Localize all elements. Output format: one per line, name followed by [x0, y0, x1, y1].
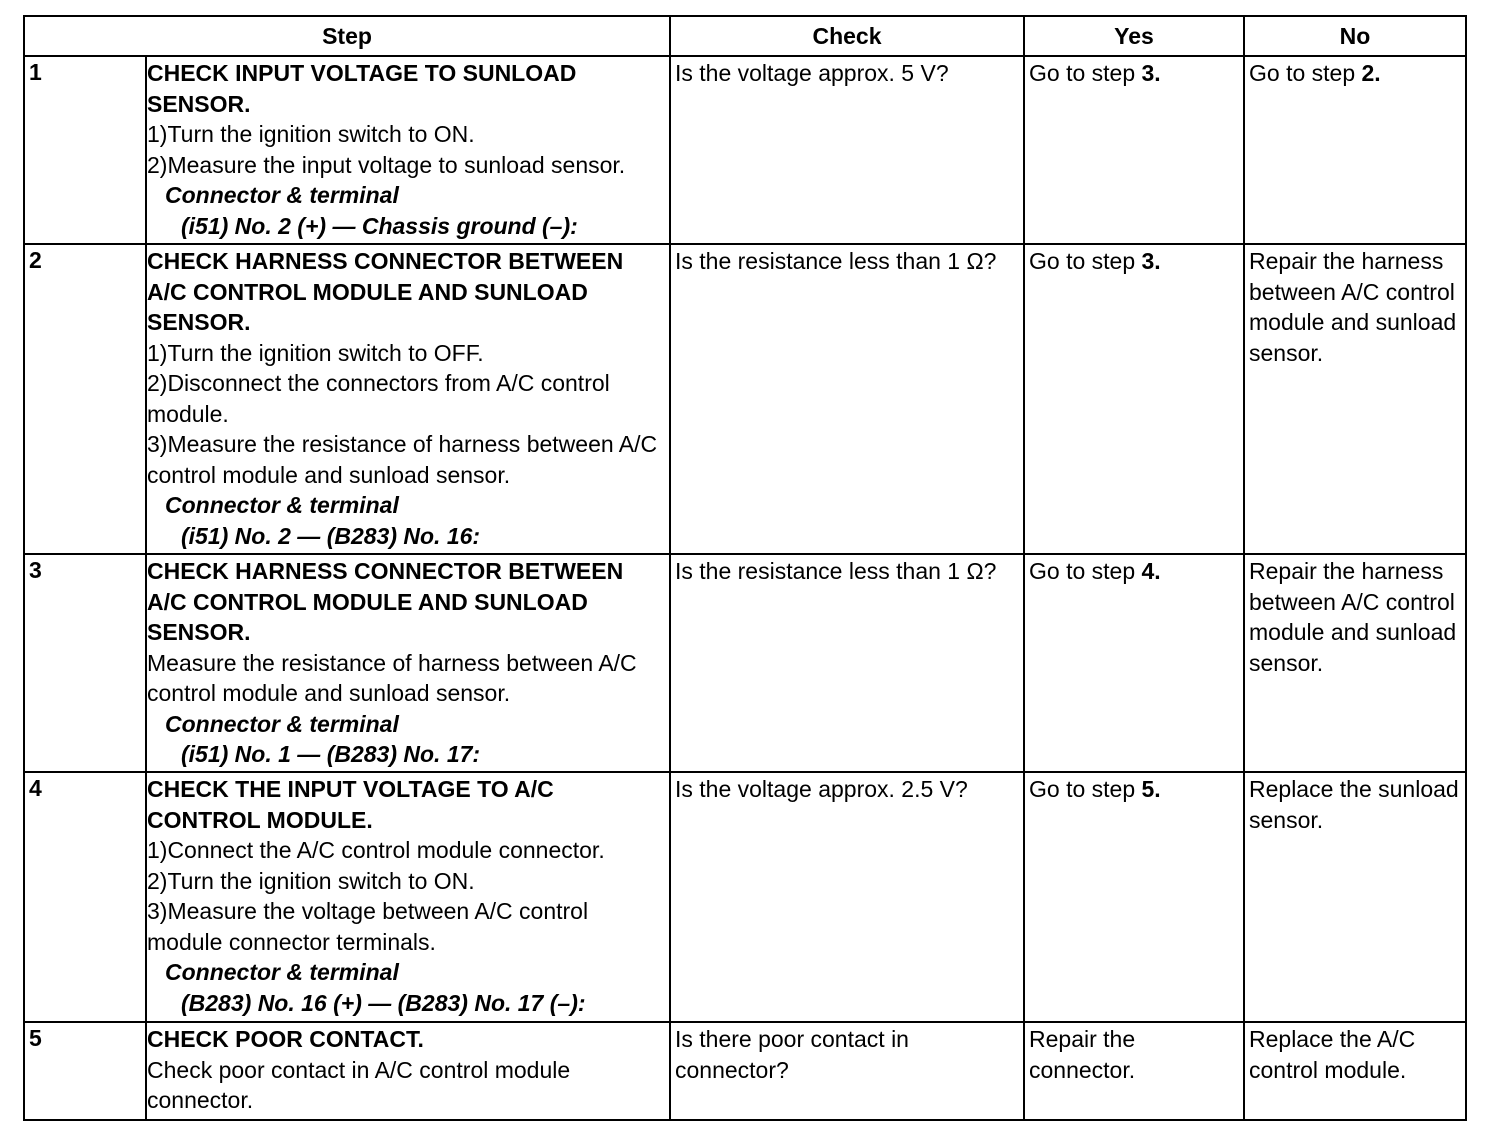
connector-label: Connector & terminal [165, 710, 399, 737]
step-instruction: 2)Disconnect the connectors from A/C control module. [147, 370, 610, 427]
yes-text: Go to step [1029, 558, 1142, 584]
step-content [147, 57, 665, 241]
no-step-ref: 2. [1361, 60, 1381, 86]
step-description [146, 1022, 670, 1120]
yes-action [1024, 1022, 1244, 1120]
step-instruction: 2)Turn the ignition switch to ON. [147, 867, 475, 894]
yes-action [1024, 772, 1244, 1022]
yes-content [1029, 57, 1239, 89]
yes-content [1029, 245, 1239, 277]
step-instruction: 1)Turn the ignition switch to OFF. [147, 339, 484, 366]
diagnostic-table [23, 15, 1467, 1121]
terminal-spec: (B283) No. 16 (+) — (B283) No. 17 (–): [181, 989, 586, 1016]
step-title: CHECK POOR CONTACT. [147, 1026, 424, 1052]
no-text: Go to step [1249, 60, 1362, 86]
yes-content [1029, 1023, 1239, 1085]
check-text: Is there poor contact in connector? [675, 1026, 909, 1083]
step-instruction: 1)Connect the A/C control module connector. [147, 837, 605, 863]
header-step: Step [24, 16, 670, 56]
no-action [1244, 244, 1466, 554]
no-text: Replace the sunload sensor. [1249, 776, 1459, 833]
no-content [1249, 57, 1461, 89]
no-action [1244, 772, 1466, 1022]
step-description [146, 56, 670, 244]
check-question [670, 772, 1024, 1022]
terminal-spec: (i51) No. 1 — (B283) No. 17: [181, 741, 481, 767]
check-text: Is the resistance less than 1 Ω? [675, 558, 997, 584]
step-number: 4 [24, 772, 146, 1022]
table-row [24, 554, 1466, 772]
no-action [1244, 56, 1466, 244]
table-row [24, 772, 1466, 1022]
no-text: Repair the harness between A/C control module and sunload sensor. [1249, 558, 1457, 676]
no-action [1244, 554, 1466, 772]
step-instruction: 3)Measure the voltage between A/C control module connector terminals. [147, 898, 589, 955]
yes-step-ref: 3. [1141, 60, 1161, 86]
step-number: 2 [24, 244, 146, 554]
step-title: CHECK HARNESS CONNECTOR BETWEEN A/C CONTROL MODULE AND SUNLOAD SENSOR. [147, 248, 624, 335]
check-text: Is the voltage approx. 2.5 V? [675, 776, 968, 802]
yes-content [1029, 555, 1239, 587]
yes-content [1029, 773, 1239, 805]
step-number: 5 [24, 1022, 146, 1120]
no-content [1249, 1023, 1461, 1085]
yes-action [1024, 554, 1244, 772]
header-row [24, 16, 1466, 56]
header-check: Check [670, 16, 1024, 56]
no-text: Repair the harness between A/C control module and sunload sensor. [1249, 248, 1457, 366]
yes-action [1024, 56, 1244, 244]
table-row [24, 1022, 1466, 1120]
step-number: 3 [24, 554, 146, 772]
step-title: CHECK THE INPUT VOLTAGE TO A/C CONTROL MODULE. [147, 776, 554, 833]
step-instruction: 3)Measure the resistance of harness between A/C control module and sunload sensor. [147, 431, 658, 488]
step-title: CHECK HARNESS CONNECTOR BETWEEN A/C CONTROL MODULE AND SUNLOAD SENSOR. [147, 558, 624, 645]
step-description [146, 772, 670, 1022]
check-question [670, 554, 1024, 772]
step-content [147, 555, 665, 770]
yes-text: Go to step [1029, 60, 1142, 86]
connector-label: Connector & terminal [165, 492, 399, 518]
no-text: Replace the A/C control module. [1249, 1026, 1416, 1083]
terminal-spec: (i51) No. 2 (+) — Chassis ground (–): [181, 212, 578, 239]
no-content [1249, 773, 1461, 835]
no-content [1249, 245, 1461, 368]
terminal-spec: (i51) No. 2 — (B283) No. 16: [181, 522, 481, 549]
yes-action [1024, 244, 1244, 554]
step-content [147, 773, 665, 1018]
check-question [670, 244, 1024, 554]
step-instruction: 1)Turn the ignition switch to ON. [147, 121, 475, 147]
check-question [670, 1022, 1024, 1120]
table-row [24, 56, 1466, 244]
step-content [147, 1023, 665, 1116]
yes-step-ref: 4. [1141, 558, 1161, 584]
no-action [1244, 1022, 1466, 1120]
header-yes: Yes [1024, 16, 1244, 56]
connector-label: Connector & terminal [165, 959, 399, 985]
no-content [1249, 555, 1461, 678]
step-number: 1 [24, 56, 146, 244]
step-title: CHECK INPUT VOLTAGE TO SUNLOAD SENSOR. [147, 60, 577, 117]
step-description [146, 244, 670, 554]
step-content [147, 245, 665, 551]
yes-step-ref: 3. [1141, 248, 1161, 274]
yes-text: Repair the connector. [1029, 1026, 1136, 1083]
check-text: Is the voltage approx. 5 V? [675, 60, 949, 86]
yes-step-ref: 5. [1141, 776, 1161, 802]
check-text: Is the resistance less than 1 Ω? [675, 248, 997, 274]
step-instruction: Measure the resistance of harness between A/C control module and sunload sensor. [147, 649, 637, 706]
check-question [670, 56, 1024, 244]
header-no: No [1244, 16, 1466, 56]
yes-text: Go to step [1029, 776, 1142, 802]
yes-text: Go to step [1029, 248, 1142, 274]
step-instruction: Check poor contact in A/C control module connector. [147, 1056, 571, 1113]
step-instruction: 2)Measure the input voltage to sunload sensor. [147, 151, 626, 178]
step-description [146, 554, 670, 772]
table-row [24, 244, 1466, 554]
connector-label: Connector & terminal [165, 182, 399, 208]
